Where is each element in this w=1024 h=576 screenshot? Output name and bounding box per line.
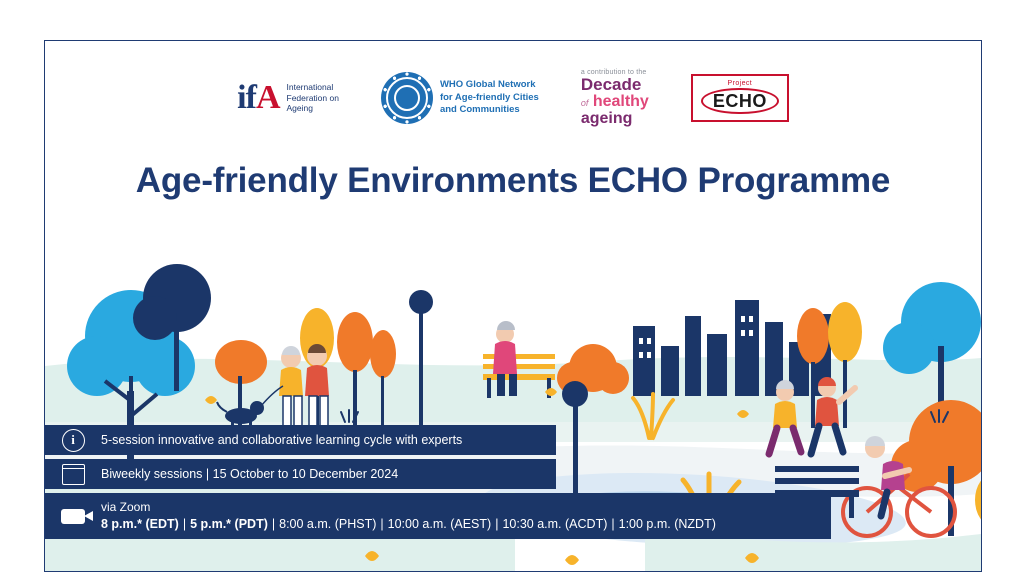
who-logo-text: WHO Global Network for Age-friendly Cities and Communities (439, 79, 539, 116)
ifa-logo-text: International Federation on Ageing (286, 82, 339, 114)
project-echo-logo (691, 74, 789, 123)
person-walking-2 (305, 344, 329, 426)
info-bar-zoom-text (101, 499, 716, 532)
zoom-timezones: 8 p.m.* (EDT) | 5 p.m.* (PDT) | 8:00 a.m. (PHST) | 10:00 a.m. (AEST) | 10:30 a.m. (ACDT) | 1:00 p.m. (NZDT) (101, 516, 716, 531)
decade-of-healthy-ageing-logo: a contribution to the Decade of healthy ageing (580, 68, 649, 127)
calendar-icon (45, 464, 101, 485)
info-bar-zoom (45, 493, 831, 539)
echo-logo-box: Project ECHO (691, 74, 789, 123)
info-bar-schedule (45, 459, 556, 489)
info-bar-schedule-text: Biweekly sessions | 15 October to 10 December 2024 (101, 466, 399, 481)
ifa-logo-mark: ifA (237, 79, 280, 116)
logo-row (45, 63, 981, 133)
info-icon: i (45, 429, 101, 452)
info-bar-sessions (45, 425, 556, 455)
info-bars (45, 425, 981, 543)
zoom-platform-label: via Zoom (101, 500, 151, 515)
who-globe-icon (381, 72, 433, 124)
slide-card (44, 40, 982, 572)
ifa-logo (237, 81, 339, 115)
page-title: Age-friendly Environments ECHO Programme (135, 161, 891, 200)
info-bar-sessions-text: 5-session innovative and collaborative learning cycle with experts (101, 432, 463, 447)
who-logo (381, 72, 539, 124)
video-camera-icon (45, 509, 101, 524)
who-dots-decoration (381, 72, 433, 124)
